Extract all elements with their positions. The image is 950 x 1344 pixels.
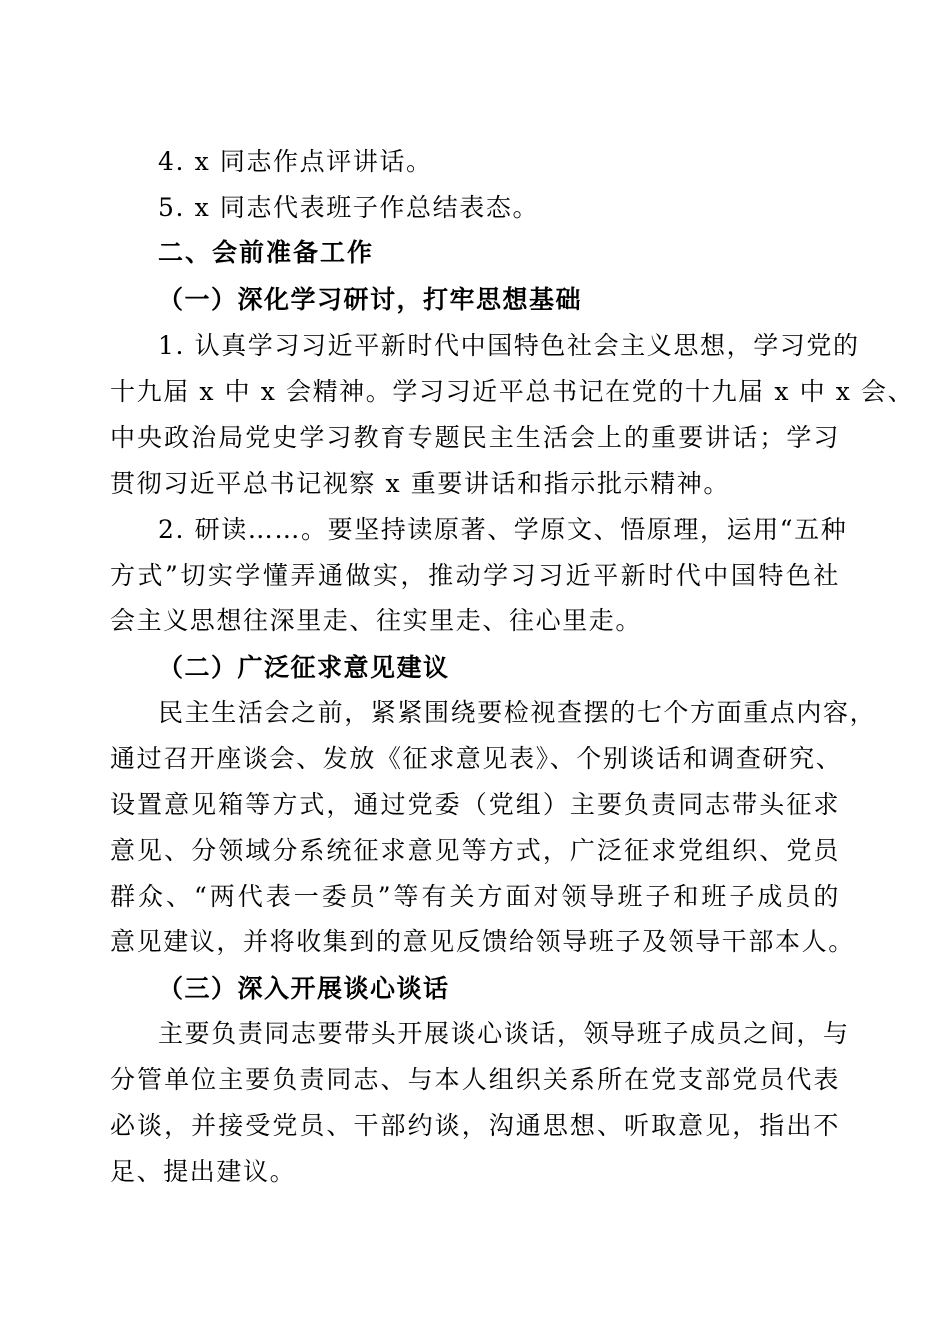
paragraph-line: 分管单位主要负责同志、与本人组织关系所在党支部党员代表 [110,1065,840,1094]
section-heading-2: 二、会前准备工作 [158,238,375,267]
paragraph-line: 足、提出建议。 [110,1157,297,1186]
paragraph-line: 必谈，并接受党员、干部约谈，沟通思想、听取意见，指出不 [110,1111,840,1140]
paragraph-line: 方式”切实学懂弄通做实，推动学习习近平新时代中国特色社 [110,561,840,590]
paragraph-line: 群众、“两代表一委员”等有关方面对领导班子和班子成员的 [110,882,840,911]
paragraph-line: 中央政治局党史学习教育专题民主生活会上的重要讲话；学习 [110,423,840,452]
paragraph-line: 2. 研读……。要坚持读原著、学原文、悟原理，运用“五种 [158,515,848,544]
subsection-heading-1: （一）深化学习研讨，打牢思想基础 [158,285,583,314]
paragraph-line: 通过召开座谈会、发放《征求意见表》、个别谈话和调查研究、 [110,744,843,773]
list-item-5: 5. x 同志代表班子作总结表态。 [158,193,540,222]
paragraph-line: 设置意见箱等方式，通过党委（党组）主要负责同志带头征求 [110,790,840,819]
subsection-heading-3: （三）深入开展谈心谈话 [158,974,450,1003]
subsection-heading-2: （二）广泛征求意见建议 [158,653,450,682]
paragraph-line: 民主生活会之前，紧紧围绕要检视查摆的七个方面重点内容， [158,698,877,727]
paragraph-line: 十九届 x 中 x 会精神。学习习近平总书记在党的十九届 x 中 x 会、 [110,377,915,406]
paragraph-line: 意见、分领域分系统征求意见等方式，广泛征求党组织、党员 [110,836,840,865]
paragraph-line: 贯彻习近平总书记视察 x 重要讲话和指示批示精神。 [110,469,730,498]
paragraph-line: 意见建议，并将收集到的意见反馈给领导班子及领导干部本人。 [110,927,855,956]
paragraph-line: 主要负责同志要带头开展谈心谈话，领导班子成员之间，与 [158,1019,850,1048]
list-item-4: 4. x 同志作点评讲话。 [158,147,433,176]
paragraph-line: 会主义思想往深里走、往实里走、往心里走。 [110,606,643,635]
paragraph-line: 1. 认真学习习近平新时代中国特色社会主义思想，学习党的 [158,331,860,360]
